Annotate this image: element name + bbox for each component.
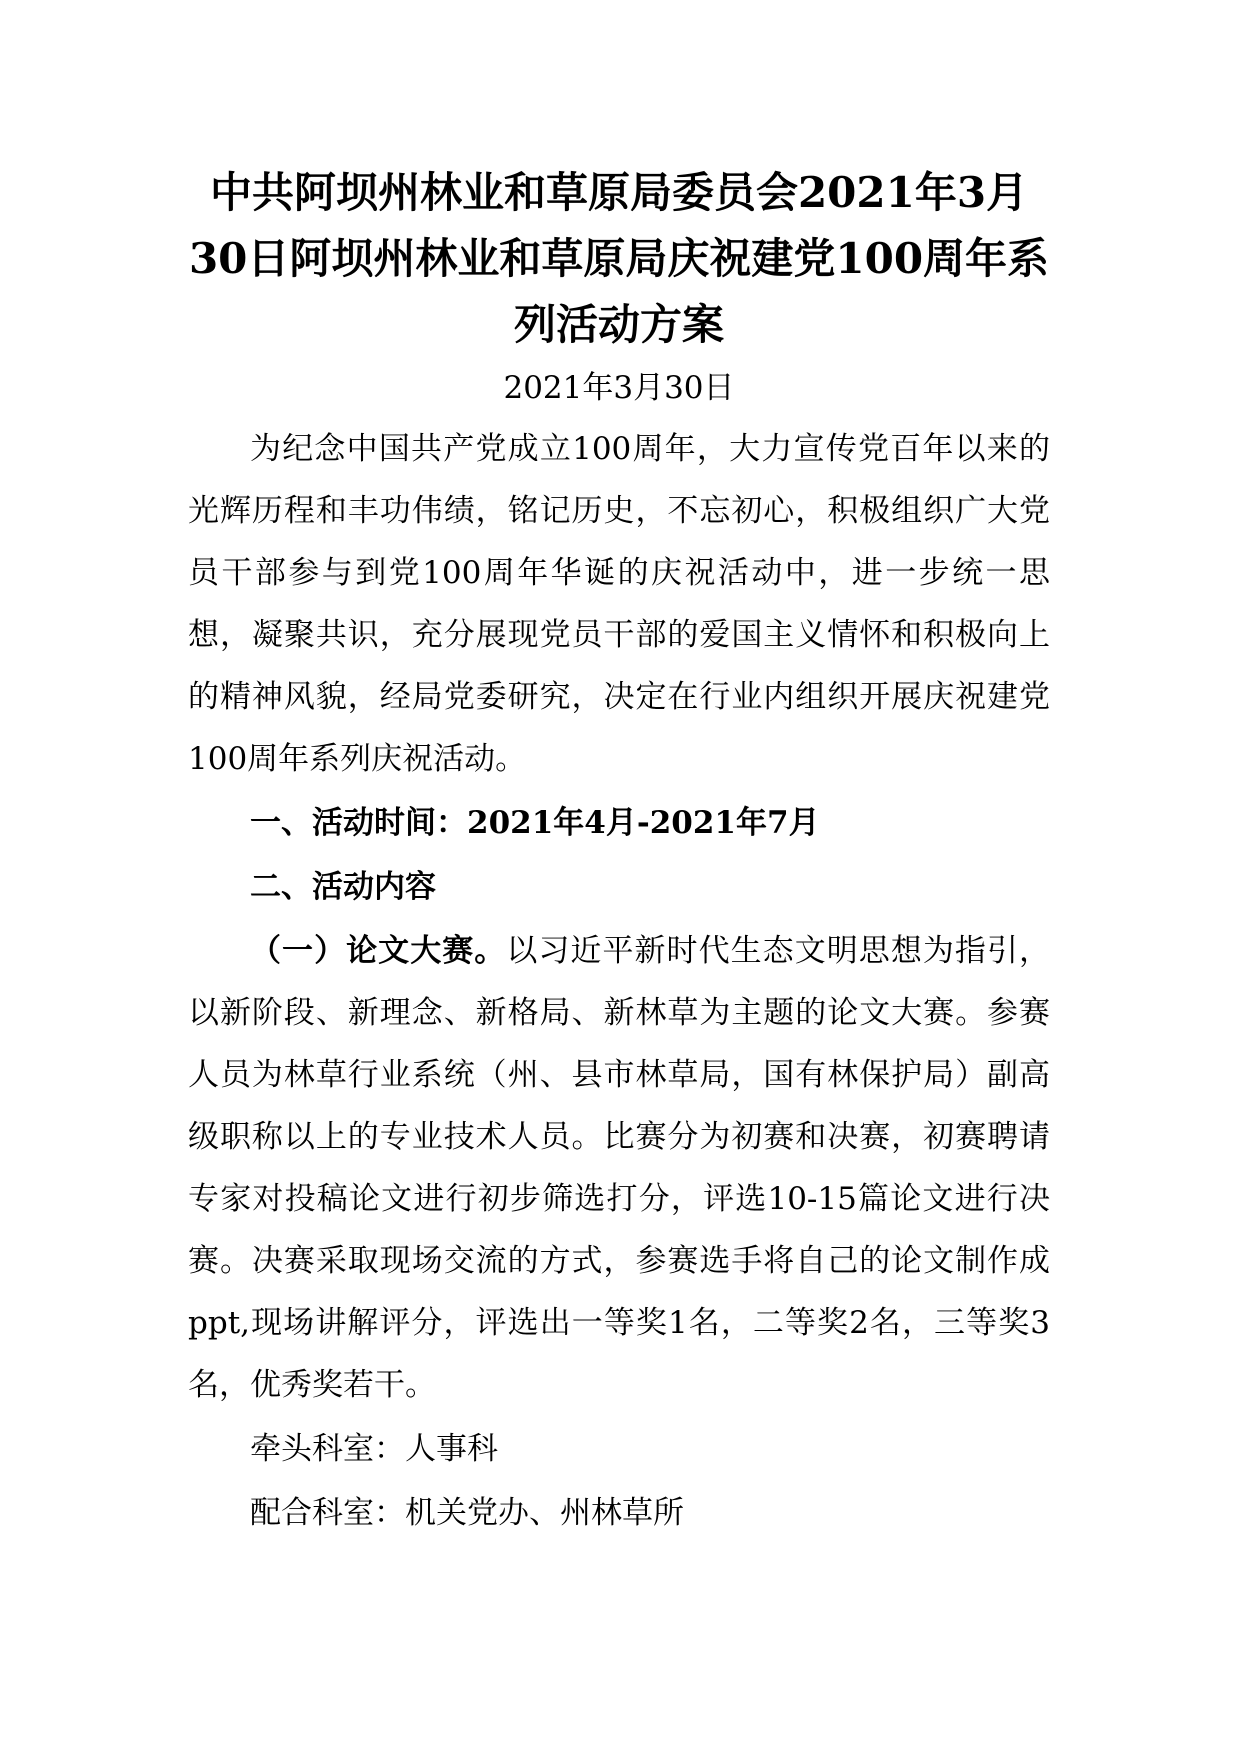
lead-office: 牵头科室：人事科 [250, 1431, 498, 1467]
intro-paragraph: 为纪念中国共产党成立100周年，大力宣传党百年以来的光辉历程和丰功伟绩，铭记历史，不忘初心，积极组织广大党员干部参与到党100周年华诞的庆祝活动中，进一步统一思想，凝聚共识，充分展现党员干部的爱国主义情怀和积极向上的精神风貌，经局党委研究，决定在行业内组织开展庆祝建党100周年系列庆祝活动。 [188, 431, 1050, 777]
support-office: 配合科室：机关党办、州林草所 [250, 1495, 684, 1531]
document-title: 中共阿坝州林业和草原局委员会2021年3月30日阿坝州林业和草原局庆祝建党100周年系列活动方案 [188, 168, 1050, 349]
section-activity-time: 一、活动时间：2021年4月-2021年7月 [250, 805, 820, 841]
document-page [188, 160, 1050, 1546]
item-essay-contest-body: 以习近平新时代生态文明思想为指引，以新阶段、新理念、新格局、新林草为主题的论文大赛。参赛人员为林草行业系统（州、县市林草局，国有林保护局）副高级职称以上的专业技术人员。比赛分为初赛和决赛，初赛聘请专家对投稿论文进行初步筛选打分，评选10-15篇论文进行决赛。决赛采取现场交流的方式，参赛选手将自己的论文制作成ppt,现场讲解评分，评选出一等奖1名，二等奖2名，三等奖3名，优秀奖若干。 [188, 933, 1051, 1403]
section-activity-content: 二、活动内容 [250, 869, 436, 905]
document-date: 2021年3月30日 [503, 370, 735, 406]
item-essay-contest [188, 920, 1050, 1416]
item-essay-contest-lead: （一）论文大赛。 [250, 933, 507, 969]
